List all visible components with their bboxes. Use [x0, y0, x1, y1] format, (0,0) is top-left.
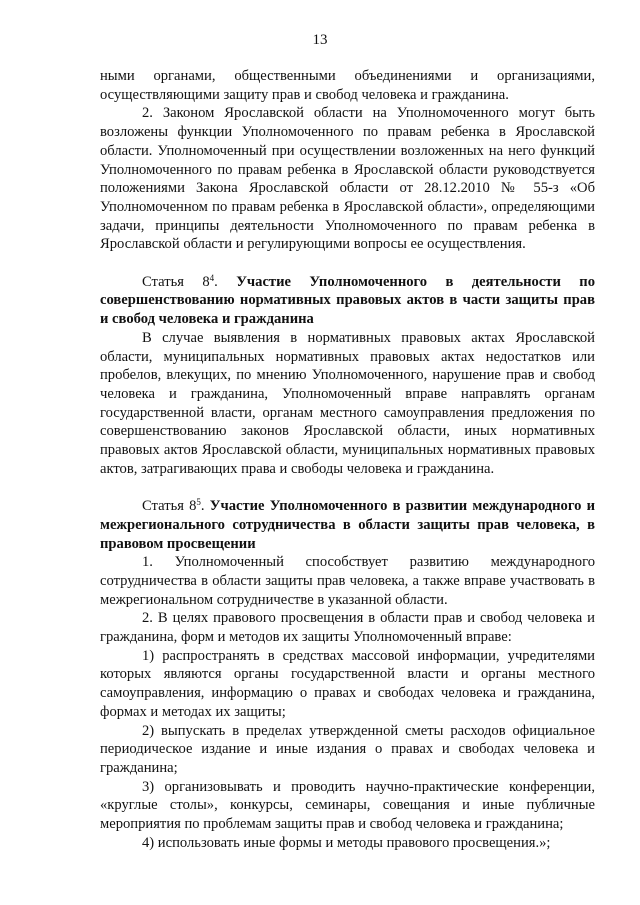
article-8-5-list-item: 3) организовывать и проводить научно-практические конференции, «круглые столы», конкурсы, семинары, совещания и иные публичные мероприятия по проблемам защиты прав и свобод человека и гражданина; [100, 778, 595, 833]
page-number: 13 [312, 32, 328, 48]
article-8-4-heading [100, 273, 595, 329]
article-8-5-superscript: 5 [196, 497, 201, 508]
paragraph-point-2: 2. Законом Ярославской области на Уполномоченного могут быть возложены функции Уполномоченного по правам ребенка в Ярославской области. Уполномоченный при осуществлении возложенных на него функций Уполномоченного по правам ребенка в Ярославской области руководствуется положениями Закона Ярославской области от 28.12.2010 № 55-з «Об Уполномоченном по правам ребенка в Ярославской области», определяющими задачи, принципы деятельности Уполномоченного по правам ребенка в Ярославской области и регулирующими вопросы ее осуществления. [100, 105, 595, 253]
continuation-paragraph: ными органами, общественными объединениями и организациями, осуществляющими защиту прав и свобод человека и гражданина. [100, 68, 595, 103]
article-8-4 [100, 273, 595, 479]
article-8-5-dot: . [200, 498, 210, 515]
article-8-4-title: Участие Уполномоченного в деятельности по совершенствованию нормативных правовых актов в части защиты прав и свобод человека и гражданина [100, 273, 595, 328]
article-8-5-prefix: Статья 8 [142, 498, 197, 515]
article-8-4-dot: . [214, 273, 237, 290]
article-8-5-list-item: 1) распространять в средствах массовой информации, учредителями которых являются органы государственной власти и органы местного самоуправления, информацию о правах и свободах человека и гражданина, формах и методах их защиты; [100, 647, 595, 720]
article-8-5-list-item: 2) выпускать в пределах утвержденной сметы расходов официальное периодическое издание и иные издания о правах и свободах человека и гражданина; [100, 722, 595, 776]
article-8-4-prefix: Статья 8 [142, 273, 210, 290]
article-8-5-title: Участие Уполномоченного в развитии международного и межрегионального сотрудничества в области защиты прав человека, в правовом просвещении [100, 498, 596, 552]
article-8-5-list-item: 4) использовать иные формы и методы правового просвещения.»; [142, 834, 551, 851]
article-8-5 [100, 497, 595, 852]
article-8-5-paragraph: 2. В целях правового просвещения в области прав и свобод человека и гражданина, форм и методов их защиты Уполномоченный вправе: [100, 610, 595, 646]
document-body [100, 67, 595, 853]
article-8-5-paragraph: 1. Уполномоченный способствует развитию международного сотрудничества в области защиты прав человека, а также вправе участвовать в межрегиональном сотрудничестве в указанной области. [100, 554, 595, 608]
article-8-4-superscript: 4 [209, 272, 215, 283]
article-8-4-text: В случае выявления в нормативных правовых актах Ярославской области, муниципальных нормативных правовых актах недостатков или пробелов, влекущих, по мнению Уполномоченного, нарушение прав и свобод человека и гражданина, Уполномоченный вправе направлять органам государственной власти, органам местного самоуправления предложения по совершенствованию законов Ярославской области, иных нормативных правовых актов Ярославской области, муниципальных нормативных правовых актов, затрагивающих права и свободы человека и гражданина. [100, 329, 595, 477]
article-8-5-heading [100, 497, 595, 553]
